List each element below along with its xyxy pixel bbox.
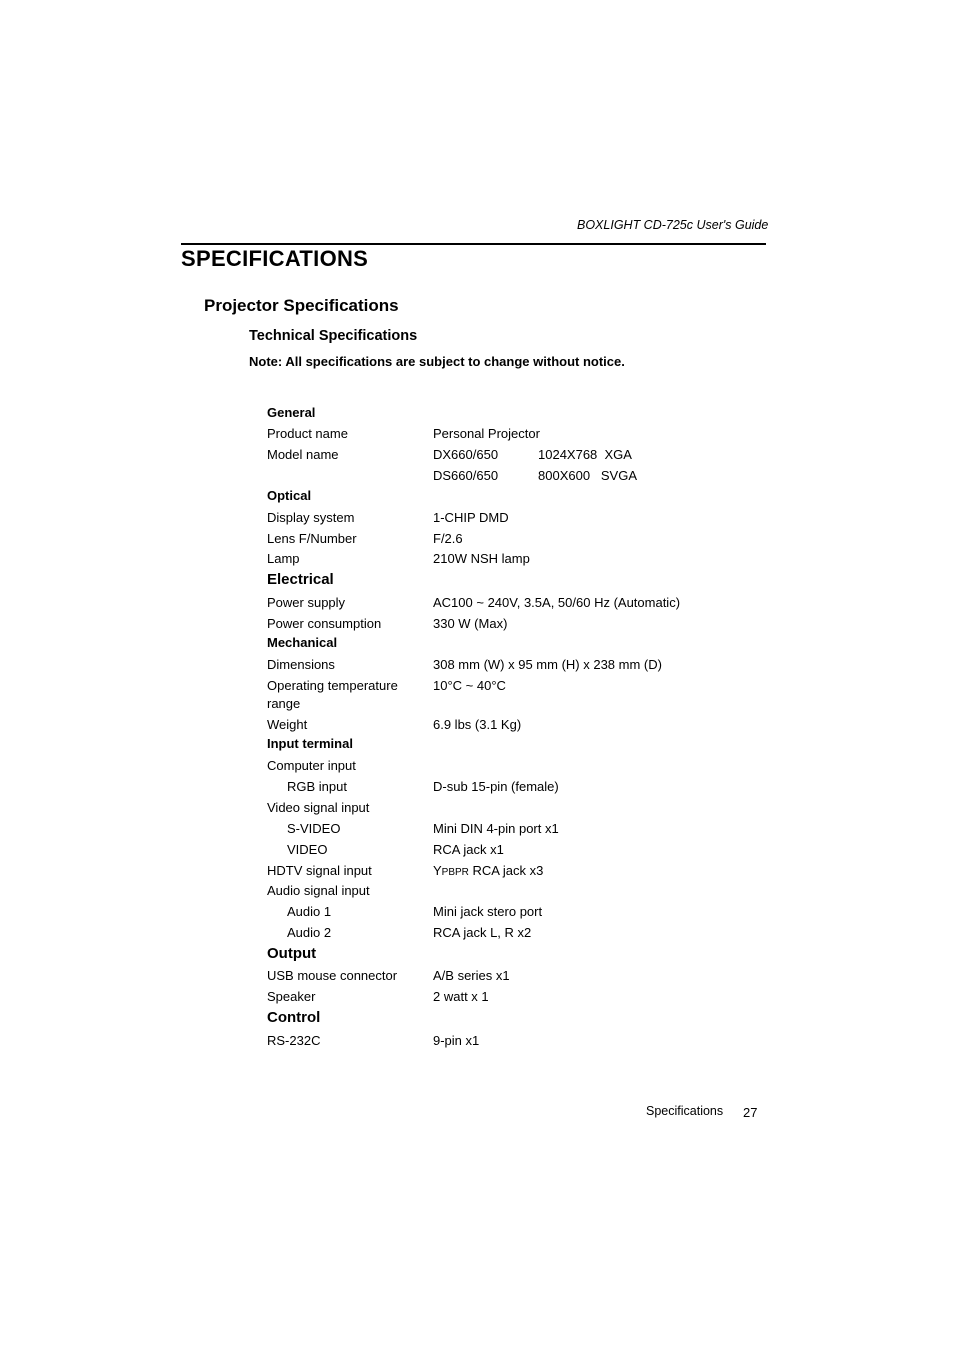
header-rule — [181, 243, 766, 245]
spec-label: Audio 2 — [287, 925, 332, 940]
spec-label: Video signal input — [267, 800, 370, 815]
section-title: Projector Specifications — [204, 296, 399, 315]
page-title: SPECIFICATIONS — [181, 246, 369, 271]
group-heading-optical: Optical — [267, 488, 312, 503]
spec-label: RGB input — [287, 779, 347, 794]
spec-value: A/B series x1 — [433, 968, 510, 983]
group-heading-general: General — [267, 405, 316, 420]
spec-label: Lens F/Number — [267, 531, 357, 546]
spec-label: Power consumption — [267, 616, 382, 631]
spec-label: Audio signal input — [267, 883, 370, 898]
spec-label: USB mouse connector — [267, 968, 398, 983]
spec-value-rest: RCA jack x3 — [468, 863, 544, 878]
spec-value: Mini jack stero port — [433, 904, 543, 919]
spec-label: Speaker — [267, 989, 316, 1004]
group-heading-control: Control — [267, 1009, 321, 1026]
spec-label: Computer input — [267, 758, 356, 773]
spec-label: Display system — [267, 510, 355, 525]
spec-value-y: Y — [433, 863, 442, 878]
spec-value: 308 mm (W) x 95 mm (H) x 238 mm (D) — [433, 657, 662, 672]
spec-value: 1-CHIP DMD — [433, 510, 509, 525]
subsection-title: Technical Specifications — [249, 328, 418, 344]
spec-value: F/2.6 — [433, 531, 463, 546]
spec-value: 9-pin x1 — [433, 1033, 480, 1048]
spec-value: 10°C ~ 40°C — [433, 678, 506, 693]
spec-value: Personal Projector — [433, 426, 540, 441]
spec-label: Lamp — [267, 551, 300, 566]
spec-label: S-VIDEO — [287, 821, 341, 836]
spec-label: Dimensions — [267, 657, 335, 672]
group-heading-output: Output — [267, 945, 317, 962]
spec-value: 6.9 lbs (3.1 Kg) — [433, 717, 522, 732]
spec-label: Weight — [267, 717, 308, 732]
spec-value: 330 W (Max) — [433, 616, 508, 631]
spec-value: RCA jack L, R x2 — [433, 925, 532, 940]
spec-value: AC100 ~ 240V, 3.5A, 50/60 Hz (Automatic) — [433, 595, 681, 610]
spec-value: 1024X768 XGA — [538, 447, 632, 462]
spec-value: Mini DIN 4-pin port x1 — [433, 821, 559, 836]
page-number: 27 — [743, 1105, 758, 1120]
spec-label: RS-232C — [267, 1033, 321, 1048]
spec-value: 210W NSH lamp — [433, 551, 530, 566]
spec-value — [433, 862, 543, 882]
spec-label: Product name — [267, 426, 348, 441]
spec-value: DX660/650 — [433, 447, 499, 462]
spec-label: Model name — [267, 447, 339, 462]
notice-text: Note: All specifications are subject to change without notice. — [249, 354, 625, 369]
spec-value-pr: PR — [455, 867, 469, 878]
spec-label: VIDEO — [287, 842, 328, 857]
group-heading-input-terminal: Input terminal — [267, 736, 353, 751]
spec-value: RCA jack x1 — [433, 842, 504, 857]
group-heading-electrical: Electrical — [267, 571, 334, 588]
spec-value: 2 watt x 1 — [433, 989, 489, 1004]
spec-label: Operating temperature range — [267, 678, 398, 711]
spec-value-pb: PB — [441, 867, 456, 878]
spec-label: HDTV signal input — [267, 863, 372, 878]
spec-label: Audio 1 — [287, 904, 332, 919]
spec-value: D-sub 15-pin (female) — [433, 779, 559, 794]
footer-section-label: Specifications — [646, 1104, 724, 1118]
running-header: BOXLIGHT CD-725c User's Guide — [577, 218, 769, 232]
spec-label: Power supply — [267, 595, 346, 610]
group-heading-mechanical: Mechanical — [267, 635, 338, 650]
spec-value: DS660/650 — [433, 468, 499, 483]
spec-value: 800X600 SVGA — [538, 468, 638, 483]
